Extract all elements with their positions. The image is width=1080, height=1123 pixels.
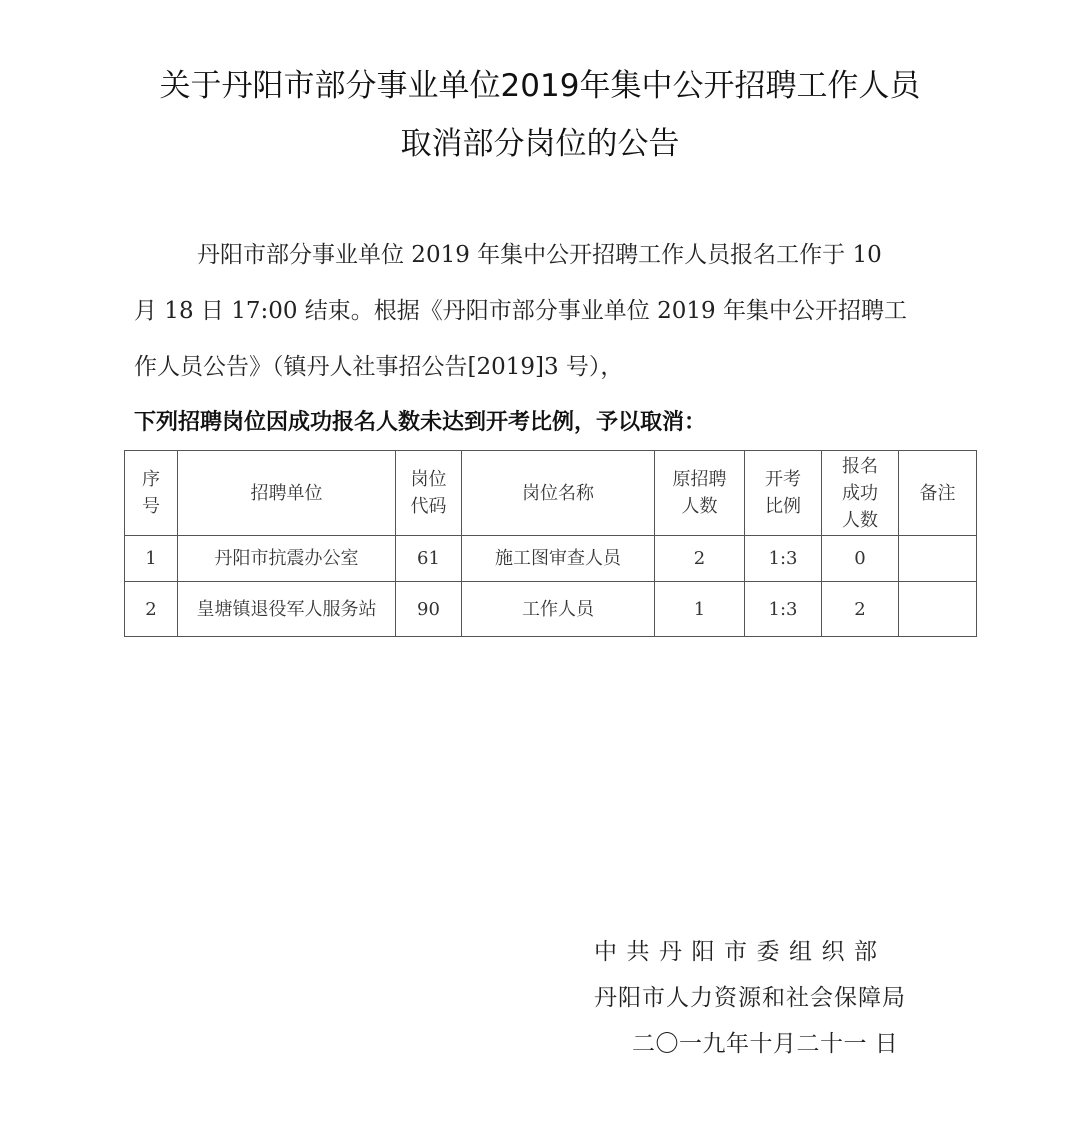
paragraph-line-3: 作人员公告》（镇丹人社事招公告[2019]3 号）， bbox=[134, 354, 624, 380]
title-line-1: 关于丹阳市部分事业单位2019年集中公开招聘工作人员 bbox=[159, 68, 921, 104]
paragraph-line-2: 月 18 日 17:00 结束。根据《丹阳市部分事业单位 2019 年集中公开招聘工 bbox=[134, 298, 907, 324]
header-remarks: 备注 bbox=[899, 451, 977, 536]
cell-ratio: 1:3 bbox=[745, 536, 822, 582]
cell-remarks bbox=[899, 536, 977, 582]
cancelled-positions-table bbox=[124, 450, 977, 637]
table-row bbox=[125, 582, 977, 637]
cell-position: 工作人员 bbox=[462, 582, 655, 637]
cell-code: 61 bbox=[396, 536, 462, 582]
cell-planned: 2 bbox=[655, 536, 745, 582]
cell-unit: 丹阳市抗震办公室 bbox=[178, 536, 396, 582]
signature-org-2: 丹阳市人力资源和社会保障局 bbox=[594, 985, 906, 1011]
cell-seq: 2 bbox=[125, 582, 178, 637]
signature-date: 二〇一九年十月二十一 日 bbox=[632, 1031, 899, 1057]
cell-planned: 1 bbox=[655, 582, 745, 637]
header-seq: 序 号 bbox=[125, 451, 178, 536]
signature-org-1: 中共丹阳市委组织部 bbox=[594, 939, 887, 965]
table-header-row bbox=[125, 451, 977, 536]
header-code: 岗位 代码 bbox=[396, 451, 462, 536]
header-position: 岗位名称 bbox=[462, 451, 655, 536]
paragraph-line-1: 丹阳市部分事业单位 2019 年集中公开招聘工作人员报名工作于 10 bbox=[197, 242, 882, 268]
title-line-2: 取消部分岗位的公告 bbox=[400, 126, 680, 162]
cell-ratio: 1:3 bbox=[745, 582, 822, 637]
cell-code: 90 bbox=[396, 582, 462, 637]
cell-position: 施工图审查人员 bbox=[462, 536, 655, 582]
cell-remarks bbox=[899, 582, 977, 637]
table-row bbox=[125, 536, 977, 582]
header-registered: 报名 成功 人数 bbox=[822, 451, 899, 536]
header-ratio: 开考 比例 bbox=[745, 451, 822, 536]
cell-seq: 1 bbox=[125, 536, 178, 582]
header-planned: 原招聘 人数 bbox=[655, 451, 745, 536]
header-unit: 招聘单位 bbox=[178, 451, 396, 536]
cancellation-statement: 下列招聘岗位因成功报名人数未达到开考比例，予以取消： bbox=[134, 410, 707, 435]
cell-unit: 皇塘镇退役军人服务站 bbox=[178, 582, 396, 637]
cell-registered: 0 bbox=[822, 536, 899, 582]
cell-registered: 2 bbox=[822, 582, 899, 637]
